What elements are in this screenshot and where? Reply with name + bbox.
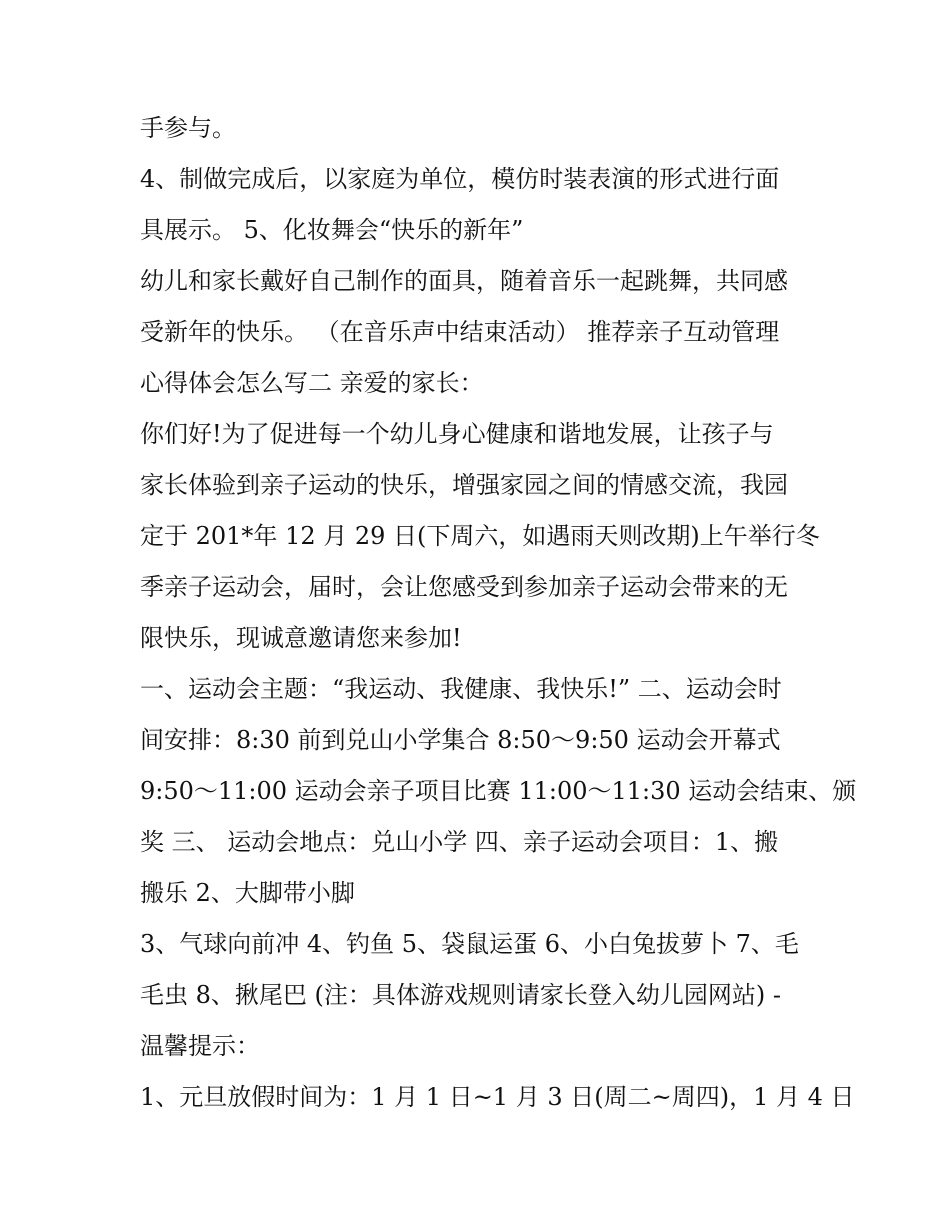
text-line: 家长体验到亲子运动的快乐，增强家园之间的情感交流，我园	[140, 471, 788, 499]
text-line: 幼儿和家长戴好自己制作的面具，随着音乐一起跳舞，共同感	[140, 267, 788, 295]
text-line: 搬乐 2、大脚带小脚	[140, 879, 355, 907]
text-line: 毛虫 8、揪尾巴 (注：具体游戏规则请家长登入幼儿园网站) -	[140, 981, 781, 1009]
text-line: 限快乐，现诚意邀请您来参加!	[140, 624, 462, 652]
text-line: 9:50～11:00 运动会亲子项目比赛 11:00～11:30 运动会结束、颁	[140, 777, 857, 805]
text-line: 一、运动会主题：“我运动、我健康、我快乐!” 二、运动会时	[140, 675, 782, 703]
text-line: 具展示。 5、化妆舞会“快乐的新年”	[140, 216, 524, 244]
text-line: 间安排：8:30 前到兑山小学集合 8:50～9:50 运动会开幕式	[140, 726, 781, 754]
text-line: 心得体会怎么写二 亲爱的家长：	[140, 369, 484, 397]
text-line: 受新年的快乐。 （在音乐声中结束活动） 推荐亲子互动管理	[140, 318, 780, 346]
text-line: 奖 三、 运动会地点：兑山小学 四、亲子运动会项目：1、搬	[140, 828, 779, 856]
text-line: 你们好!为了促进每一个幼儿身心健康和谐地发展，让孩子与	[140, 420, 774, 448]
text-line: 1、元旦放假时间为：1 月 1 日~1 月 3 日(周二~周四)，1 月 4 日	[140, 1083, 855, 1111]
text-line: 温馨提示：	[140, 1032, 260, 1060]
text-line: 4、制做完成后，以家庭为单位，模仿时装表演的形式进行面	[140, 165, 780, 193]
text-line: 季亲子运动会，届时，会让您感受到参加亲子运动会带来的无	[140, 573, 788, 601]
text-line: 定于 201*年 12 月 29 日(下周六，如遇雨天则改期)上午举行冬	[140, 522, 820, 550]
text-line: 手参与。	[140, 114, 236, 142]
text-line: 3、气球向前冲 4、钓鱼 5、袋鼠运蛋 6、小白兔拔萝卜 7、毛	[140, 930, 799, 958]
